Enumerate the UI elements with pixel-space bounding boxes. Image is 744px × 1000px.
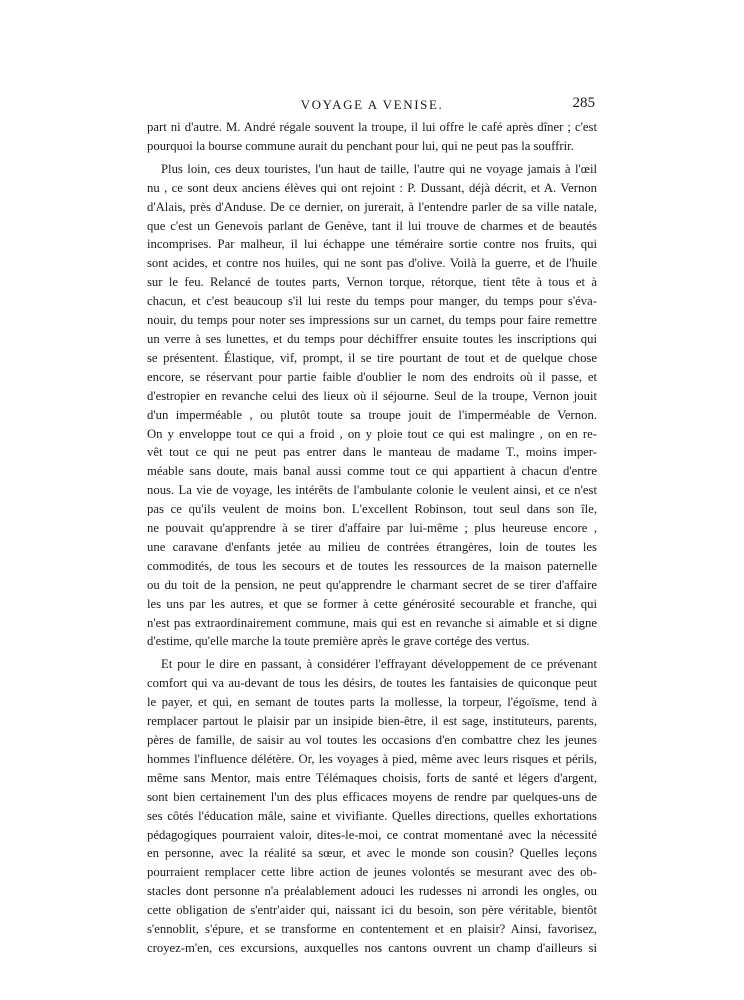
text-line: nous. La vie de voyage, les intérêts de l'ambulante colonie le veulent ainsi, et ce n'est: [147, 483, 597, 498]
text-line: encore, se réservant pour partie faible d'oublier le nom des endroits où il passe, et: [147, 369, 597, 384]
text-line: sur le feu. Relancé de toutes parts, Vernon torque, rétorque, tient tête à tous et à: [147, 275, 597, 290]
text-line: pourraient remplacer cette libre action de jeunes volontés se mesurant avec des ob-: [147, 865, 597, 880]
text-line: commodités, de tous les secours et de toutes les ressources de la maison paternelle: [147, 558, 597, 573]
text-line: n'est pas extraordinairement commune, mais qui est en revanche si aimable et si digne: [147, 615, 597, 630]
text-line: pédagogiques pourraient valoir, dites-le-moi, ce contrat momentané avec la nécessité: [147, 827, 597, 842]
text-line: comfort qui va au-devant de tous les désirs, de toutes les fantaisies de quiconque peut: [147, 676, 597, 691]
text-line: ne pouvait qu'apprendre à se tirer d'affaire par lui-même ; plus heureuse encore ,: [147, 521, 597, 536]
paragraph: [147, 655, 597, 958]
text-line: un verre à ses lunettes, et du temps pour déchiffrer ensuite toutes les inscriptions qui: [147, 331, 597, 346]
text-line: d'Alais, près d'Anduse. De ce dernier, on jurerait, à l'entendre parler de sa ville natale,: [147, 199, 597, 214]
text-line: se présentent. Élastique, vif, prompt, il se tire pourtant de tout et de quelque chose: [147, 350, 597, 365]
text-line: pères de famille, de saisir au vol toutes les occasions d'en combattre chez les jeunes: [147, 733, 597, 747]
running-title: VOYAGE A VENISE.: [300, 97, 444, 112]
text-line: sont acides, et contre nos huiles, qui ne sont pas d'olive. Voilà la guerre, et de l'huile: [147, 256, 597, 271]
body-text: [147, 118, 597, 958]
text-line: d'estime, qu'elle marche la toute première après le grave cortége des vertus.: [147, 634, 530, 649]
text-line: cette obligation de s'entr'aider qui, naissant ici du besoin, son père véritable, bientôt: [147, 903, 597, 918]
text-line: hommes l'influence délétère. Or, les voyages à pied, même avec leurs risques et périls,: [147, 751, 597, 766]
text-line: d'un imperméable , ou plutôt toute sa troupe jouit de l'imperméable de Vernon.: [147, 407, 597, 422]
paragraph: [147, 118, 597, 156]
text-line: ses côtés l'éducation mâle, saine et vivifiante. Quelles directions, quelles exhortations: [147, 808, 597, 823]
text-line: Et pour le dire en passant, à considérer l'effrayant développement de ce prévenant: [161, 657, 597, 672]
text-line: Plus loin, ces deux touristes, l'un haut de taille, l'autre qui ne voyage jamais à l'œil: [161, 161, 597, 176]
text-line: en personne, avec la réalité sa sœur, et avec le monde son cousin? Quelles leçons: [147, 846, 597, 861]
paragraph: [147, 160, 597, 652]
text-line: pas ce qu'ils veulent de moins bon. L'excellent Robinson, tout seul dans son île,: [147, 502, 597, 517]
text-line: ou du toit de la pension, ne peut qu'apprendre le charmant secret de se tirer d'affaire: [147, 577, 597, 592]
text-line: sont bien certainement l'un des plus efficaces moyens de rendre par quelques-uns de: [147, 789, 597, 804]
text-line: croyez-m'en, ces excursions, auxquelles nos cantons ouvrent un champ d'ailleurs si: [147, 940, 597, 955]
page-number: 285: [572, 95, 595, 111]
text-line: vêt tout ce qui ne peut pas entrer dans le manteau de madame T., moins imper-: [147, 445, 597, 460]
text-line: part ni d'autre. M. André régale souvent la troupe, il lui offre le café après dîner ; c'est: [147, 120, 597, 134]
text-line: méable sans doute, mais banal aussi comme tout ce qui appartient à chacun d'entre: [147, 464, 597, 479]
page-header: [147, 93, 597, 117]
text-line: même sans Mentor, mais entre Télémaques choisis, forts de santé et légers d'argent,: [147, 770, 597, 785]
text-line: remplacer partout le plaisir par un insipide bien-être, il est sage, instituteurs, parents,: [147, 714, 597, 729]
text-line: chacun, et c'est beaucoup s'il lui reste du temps pour manger, du temps pour s'éva-: [147, 294, 597, 309]
text-line: que c'est un Genevois parlant de Genève, tant il lui trouve de charmes et de beautés: [147, 218, 597, 233]
text-line: une caravane d'enfants jetée au milieu de contrées étrangères, loin de toutes les: [147, 539, 597, 554]
text-line: nouir, du temps pour noter ses impressions sur un carnet, du temps pour faire remettre: [147, 313, 597, 328]
text-line: stacles dont personne n'a préalablement adouci les rudesses ni arrondi les ongles, ou: [147, 884, 597, 899]
text-line: nu , ce sont deux anciens élèves qui ont rejoint : P. Dussant, déjà décrit, et A. Vernon: [147, 180, 597, 195]
text-line: On y enveloppe tout ce qui a froid , on y ploie tout ce qui est malingre , on en re-: [147, 426, 597, 441]
text-line: pourquoi la bourse commune aurait du penchant pour lui, qui ne peut pas la souffrir.: [147, 138, 574, 153]
text-line: d'estropier en revanche celui des lieux où il séjourne. Seul de la troupe, Vernon jouit: [147, 388, 597, 403]
text-line: le payer, et qui, en semant de toutes parts la mollesse, la torpeur, l'égoïsme, tend à: [147, 695, 597, 710]
text-line: s'ennoblit, s'épure, et se transforme en contentement et en plaisir? Ainsi, favorisez,: [147, 922, 597, 937]
text-line: les uns par les autres, et que se former à cette générosité secourable et franche, qui: [147, 596, 597, 611]
text-line: incomprises. Par malheur, il lui échappe une téméraire sortie contre nos fruits, qui: [147, 237, 597, 252]
